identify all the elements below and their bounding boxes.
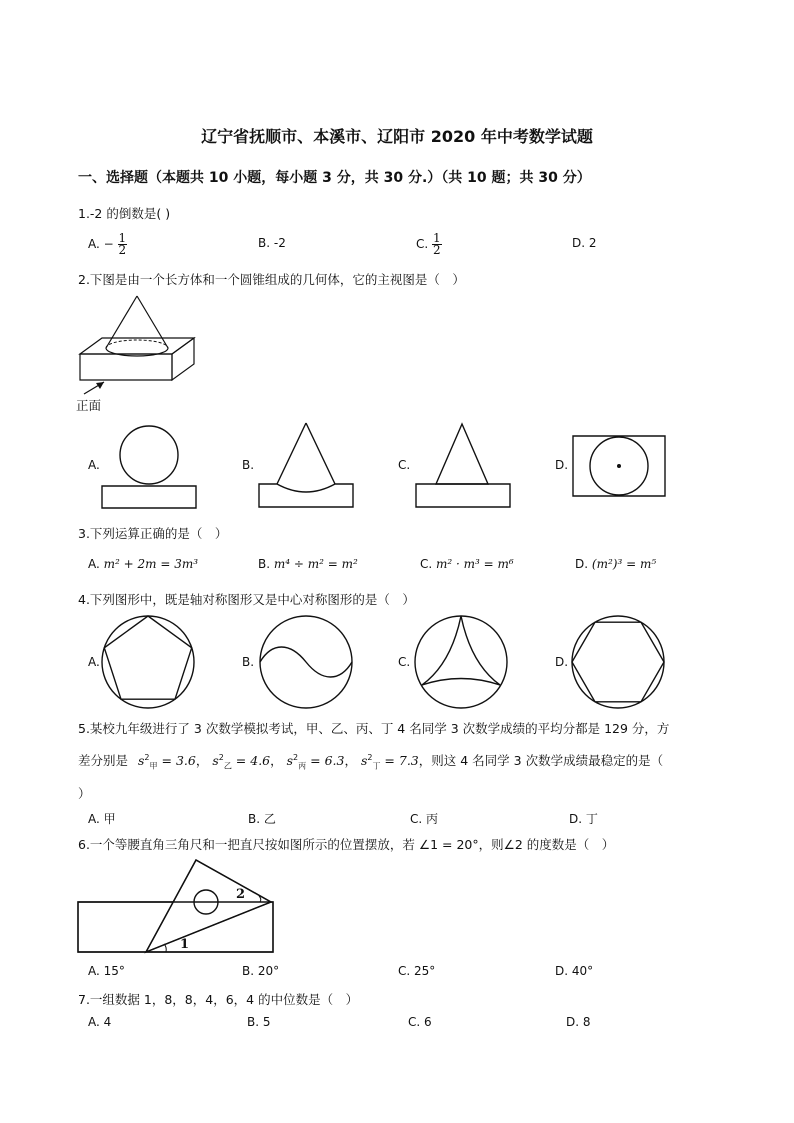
question-3-option-c: C. m² · m³ = m⁶ (420, 557, 514, 571)
question-4-option-a-label: A. (88, 655, 100, 669)
angle-1-label: 1 (180, 937, 190, 952)
question-6-stem: 6.一个等腰直角三角尺和一把直尺按如图所示的位置摆放，若 ∠1 = 20°，则∠2 的度数是（ ） (78, 837, 615, 852)
question-6-option-c: C. 25° (398, 964, 436, 978)
question-4-option-b-figure (258, 614, 354, 710)
question-2-option-d-figure (571, 434, 667, 498)
question-7-stem: 7.一组数据 1，8，8，4，6，4 的中位数是（ ） (78, 992, 359, 1007)
question-7-option-b: B. 5 (247, 1015, 271, 1029)
question-3-option-b: B. m⁴ ÷ m² = m² (258, 557, 358, 571)
question-6-ruler-triangle-figure (76, 858, 276, 954)
question-2-stem: 2.下图是由一个长方体和一个圆锥组成的几何体，它的主视图是（ ） (78, 272, 465, 287)
page-title: 辽宁省抚顺市、本溪市、辽阳市 2020 年中考数学试题 (201, 127, 593, 146)
question-5-option-a: A. 甲 (88, 812, 116, 826)
question-4-option-d-label: D. (555, 655, 569, 669)
angle-2-label: 2 (236, 887, 246, 902)
question-5-stem-line-3: ） (78, 786, 91, 801)
question-4-option-b-label: B. (242, 655, 255, 669)
question-2-option-b-label: B. (242, 458, 255, 472)
question-2-option-c-figure (414, 420, 514, 510)
question-3-option-d: D. (m²)³ = m⁵ (575, 557, 657, 571)
question-4-option-a-figure (100, 614, 196, 710)
question-2-option-a-label: A. (88, 458, 100, 472)
question-7-option-d: D. 8 (566, 1015, 591, 1029)
question-1-stem: 1.-2 的倒数是( ) (78, 206, 171, 221)
question-3-stem: 3.下列运算正确的是（ ） (78, 526, 228, 541)
question-5-option-d: D. 丁 (569, 812, 598, 826)
question-3-option-a: A. m² + 2m = 3m³ (88, 557, 199, 571)
question-2-option-a-figure (100, 424, 200, 510)
question-6-option-b: B. 20° (242, 964, 280, 978)
question-1-option-c: C. $\frac{1}{2}$ (416, 231, 441, 257)
question-2-option-d-label: D. (555, 458, 569, 472)
question-1-option-b: B. -2 (258, 236, 286, 250)
question-2-solid-figure (70, 292, 210, 412)
question-5-stem-line-2: 差分别是 $s^2_甲 = 3.6$， $s^2_乙 = 4.6$， $s^2_丙 = 6.3$， $s^2_丁 = 7.3$，则这 4 名同学 3 次数学成绩最稳定的是（ (78, 752, 664, 771)
question-2-option-b-figure (257, 420, 357, 510)
question-6-option-a: A. 15° (88, 964, 125, 978)
question-1-option-a: A. − $\frac{1}{2}$ (88, 231, 127, 257)
question-2-option-c-label: C. (398, 458, 411, 472)
question-4-option-d-figure (570, 614, 666, 710)
question-5-option-c: C. 丙 (410, 812, 439, 826)
question-4-option-c-figure (413, 614, 509, 710)
section-heading: 一、选择题（本题共 10 小题，每小题 3 分，共 30 分.）（共 10 题；共 30 分） (78, 170, 591, 186)
question-7-option-c: C. 6 (408, 1015, 432, 1029)
question-1-option-d: D. 2 (572, 236, 597, 250)
question-7-option-a: A. 4 (88, 1015, 112, 1029)
question-6-option-d: D. 40° (555, 964, 594, 978)
question-2-front-label: 正面 (76, 398, 102, 413)
question-5-stem-line-1: 5.某校九年级进行了 3 次数学模拟考试，甲、乙、丙、丁 4 名同学 3 次数学成绩的平均分都是 129 分，方 (78, 721, 670, 736)
question-4-option-c-label: C. (398, 655, 411, 669)
question-5-option-b: B. 乙 (248, 812, 276, 826)
question-4-stem: 4.下列图形中，既是轴对称图形又是中心对称图形的是（ ） (78, 592, 415, 607)
